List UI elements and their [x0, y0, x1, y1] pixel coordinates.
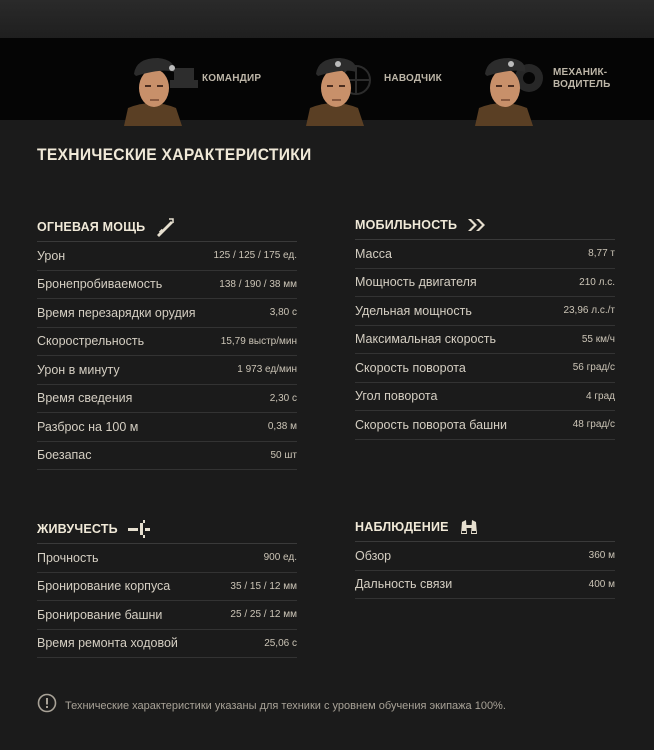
- table-row: [37, 601, 297, 630]
- table-row: [37, 573, 297, 602]
- section-firepower: [37, 216, 297, 470]
- stat-label: Скорость поворота: [355, 360, 466, 375]
- stat-value: 8,77 т: [588, 248, 615, 260]
- table-row: [37, 271, 297, 300]
- stat-label: Время сведения: [37, 391, 133, 406]
- table-row: [355, 411, 615, 440]
- stat-label: Разброс на 100 м: [37, 419, 139, 434]
- stat-label: Удельная мощность: [355, 303, 472, 318]
- mobility-rows: [355, 240, 615, 440]
- stat-value: 138 / 190 / 38 мм: [219, 278, 297, 290]
- stat-value: 1 973 ед/мин: [237, 364, 297, 376]
- stat-value: 56 град/с: [572, 362, 615, 374]
- stat-label: Скорострельность: [37, 334, 145, 349]
- section-spotting: [355, 516, 615, 599]
- crew-driver[interactable]: [455, 38, 611, 120]
- section-title: МОБИЛЬНОСТЬ: [355, 217, 458, 232]
- gun-icon: [155, 217, 175, 237]
- table-row: [355, 571, 615, 600]
- table-row: [355, 542, 615, 571]
- stat-label: Бронирование корпуса: [37, 579, 171, 594]
- table-row: [37, 356, 297, 385]
- stat-value: 50 шт: [270, 449, 297, 461]
- stat-label: Мощность двигателя: [355, 275, 477, 290]
- table-row: [355, 354, 615, 383]
- stat-value: 900 ед.: [263, 552, 297, 564]
- stat-label: Дальность связи: [355, 577, 453, 592]
- stat-value: 400 м: [588, 578, 615, 590]
- section-header: [355, 516, 615, 542]
- stat-value: 55 км/ч: [581, 333, 615, 345]
- stat-value: 210 л.с.: [579, 276, 615, 288]
- stat-label: Масса: [355, 246, 392, 261]
- stat-value: 2,30 с: [269, 392, 297, 404]
- section-title: ЖИВУЧЕСТЬ: [37, 521, 118, 536]
- stat-label: Прочность: [37, 550, 99, 565]
- table-row: [37, 630, 297, 659]
- footnote: [37, 693, 506, 718]
- survivability-rows: [37, 544, 297, 658]
- table-row: [355, 269, 615, 298]
- stat-label: Скорость поворота башни: [355, 417, 508, 432]
- binoculars-icon: [459, 518, 479, 536]
- stat-value: 3,80 с: [269, 307, 297, 319]
- stat-value: 48 град/с: [572, 419, 615, 431]
- section-mobility: [355, 214, 615, 440]
- section-header: [37, 518, 297, 544]
- table-row: [37, 413, 297, 442]
- crew-label-gunner: НАВОДЧИК: [384, 73, 442, 84]
- table-row: [37, 299, 297, 328]
- gunner-portrait: [286, 60, 382, 120]
- crew-gunner[interactable]: [286, 38, 442, 120]
- stat-value: 125 / 125 / 175 ед.: [213, 250, 297, 262]
- spotting-rows: [355, 542, 615, 599]
- table-row: [37, 242, 297, 271]
- section-title: НАБЛЮДЕНИЕ: [355, 519, 449, 534]
- stat-label: Боезапас: [37, 448, 92, 463]
- crew-label-driver: МЕХАНИК-ВОДИТЕЛЬ: [553, 67, 611, 90]
- stat-value: 35 / 15 / 12 мм: [230, 580, 297, 592]
- stat-label: Бронирование башни: [37, 607, 163, 622]
- double-chevron-icon: [467, 218, 487, 232]
- table-row: [37, 544, 297, 573]
- stat-value: 25,06 с: [264, 637, 297, 649]
- armor-icon: [128, 519, 152, 539]
- driver-portrait: [455, 60, 551, 120]
- table-row: [37, 442, 297, 471]
- commander-portrait: [104, 60, 200, 120]
- table-row: [355, 297, 615, 326]
- table-row: [37, 385, 297, 414]
- stat-label: Обзор: [355, 548, 392, 563]
- info-icon: [37, 693, 57, 718]
- section-survivability: [37, 518, 297, 658]
- stat-label: Максимальная скорость: [355, 332, 496, 347]
- stat-label: Урон: [37, 248, 66, 263]
- stat-label: Урон в минуту: [37, 362, 120, 377]
- stat-value: 23,96 л.с./т: [563, 305, 615, 317]
- firepower-rows: [37, 242, 297, 470]
- section-header: [355, 214, 615, 240]
- stat-value: 15,79 выстр/мин: [220, 335, 297, 347]
- crew-label-commander: КОМАНДИР: [202, 73, 262, 84]
- stat-label: Время ремонта ходовой: [37, 636, 178, 651]
- section-header: [37, 216, 297, 242]
- stat-label: Угол поворота: [355, 389, 438, 404]
- table-row: [355, 240, 615, 269]
- page-title: ТЕХНИЧЕСКИЕ ХАРАКТЕРИСТИКИ: [37, 145, 312, 164]
- top-strip: [0, 0, 654, 38]
- footnote-text: Технические характеристики указаны для техники с уровнем обучения экипажа 100%.: [65, 699, 506, 712]
- table-row: [37, 328, 297, 357]
- stat-value: 4 град: [586, 390, 615, 402]
- stat-label: Время перезарядки орудия: [37, 305, 196, 320]
- crew-commander[interactable]: [104, 38, 261, 120]
- stat-value: 0,38 м: [267, 421, 297, 433]
- crew-bar: [0, 38, 654, 120]
- stat-value: 25 / 25 / 12 мм: [230, 609, 297, 621]
- stat-value: 360 м: [588, 550, 615, 562]
- table-row: [355, 326, 615, 355]
- table-row: [355, 383, 615, 412]
- stat-label: Бронепробиваемость: [37, 277, 163, 292]
- section-title: ОГНЕВАЯ МОЩЬ: [37, 219, 146, 234]
